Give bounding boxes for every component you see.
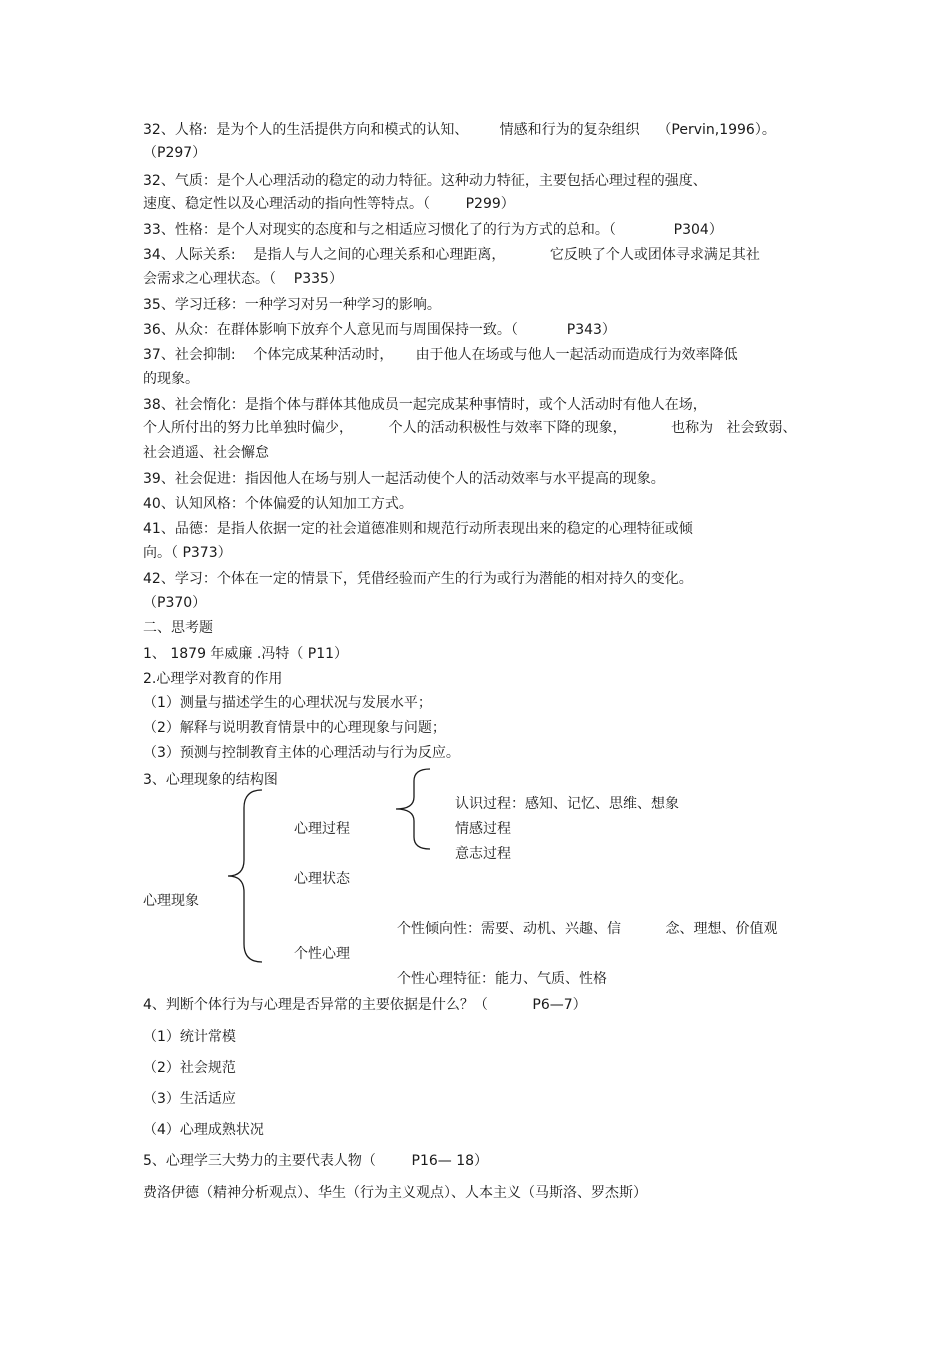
definition-line: 35、学习迁移：一种学习对另一种学习的影响。: [143, 297, 441, 313]
diagram-root-label: 心理现象: [143, 893, 199, 909]
question-2-item: （1）测量与描述学生的心理状况与发展水平；: [143, 695, 432, 711]
question-4-item: （1）统计常模: [143, 1029, 236, 1045]
definition-line: 39、社会促进：指因他人在场与别人一起活动使个人的活动效率与水平提高的现象。: [143, 471, 665, 487]
definition-line: （P370）: [143, 595, 207, 611]
question-4-title: 4、判断个体行为与心理是否异常的主要依据是什么？（ P6—7）: [143, 997, 587, 1013]
question-4-item: （4）心理成熟状况: [143, 1122, 264, 1138]
diagram-leaf-will: 意志过程: [455, 846, 511, 862]
definition-line: 34、人际关系: 是指人与人之间的心理关系和心理距离， 它反映了个人或团体寻求满足其社: [143, 247, 760, 263]
definition-line: 速度、稳定性以及心理活动的指向性等特点。（ P299）: [143, 196, 515, 212]
section-title: 二、思考题: [143, 620, 213, 636]
definition-line: 41、品德：是指人依据一定的社会道德准则和规范行动所表现出来的稳定的心理特征或倾: [143, 521, 693, 537]
question-3-title: 3、心理现象的结构图: [143, 772, 278, 788]
diagram-node-state: 心理状态: [294, 871, 350, 887]
question-2-title: 2.心理学对教育的作用: [143, 671, 283, 687]
definition-line: 37、社会抑制: 个体完成某种活动时， 由于他人在场或与他人一起活动而造成行为效率降低: [143, 347, 738, 363]
diagram-leaf-cognition: 认识过程：感知、记忆、思维、想象: [455, 796, 679, 812]
question-4-item: （3）生活适应: [143, 1091, 236, 1107]
definition-line: 42、学习：个体在一定的情景下，凭借经验而产生的行为或行为潜能的相对持久的变化。: [143, 571, 693, 587]
question-5-title: 5、心理学三大势力的主要代表人物（ P16— 18）: [143, 1153, 489, 1169]
definition-line: 个人所付出的努力比单独时偏少， 个人的活动积极性与效率下降的现象， 也称为 社会致弱、: [143, 420, 797, 436]
definition-line: 32、气质：是个人心理活动的稳定的动力特征。这种动力特征，主要包括心理过程的强度、: [143, 173, 707, 189]
diagram-leaf-traits: 个性心理特征：能力、气质、性格: [397, 971, 607, 987]
question-2-item: （2）解释与说明教育情景中的心理现象与问题；: [143, 720, 446, 736]
outer-brace-icon: [224, 788, 264, 964]
definition-line: 向。（ P373）: [143, 545, 232, 561]
question-4-item: （2）社会规范: [143, 1060, 236, 1076]
diagram-node-process: 心理过程: [294, 821, 350, 837]
definition-line: 40、认知风格：个体偏爱的认知加工方式。: [143, 496, 413, 512]
diagram-leaf-emotion: 情感过程: [455, 821, 511, 837]
definition-line: 的现象。: [143, 371, 199, 387]
question-1: 1、 1879 年威廉 .冯特（ P11）: [143, 646, 349, 662]
question-2-item: （3）预测与控制教育主体的心理活动与行为反应。: [143, 745, 460, 761]
definition-line: 36、从众：在群体影响下放弃个人意见而与周围保持一致。（ P343）: [143, 322, 616, 338]
question-5-answer: 费洛伊德（精神分析观点）、华生（行为主义观点）、人本主义（马斯洛、罗杰斯）: [143, 1185, 647, 1201]
inner-brace-icon: [392, 767, 432, 853]
diagram-leaf-tendency: 个性倾向性：需要、动机、兴趣、信 念、理想、价值观: [397, 921, 778, 937]
definition-line: （P297）: [143, 145, 207, 161]
diagram-node-personality: 个性心理: [294, 946, 350, 962]
definition-line: 社会逍遥、社会懈怠: [143, 445, 269, 461]
definition-line: 38、社会惰化：是指个体与群体其他成员一起完成某种事情时，或个人活动时有他人在场，: [143, 397, 707, 413]
definition-line: 会需求之心理状态。（ P335）: [143, 271, 343, 287]
definition-line: 33、性格：是个人对现实的态度和与之相适应习惯化了的行为方式的总和。（ P304）: [143, 222, 723, 238]
definition-line: 32、人格: 是为个人的生活提供方向和模式的认知、 情感和行为的复杂组织 （Pervin,1996）。: [143, 122, 776, 138]
